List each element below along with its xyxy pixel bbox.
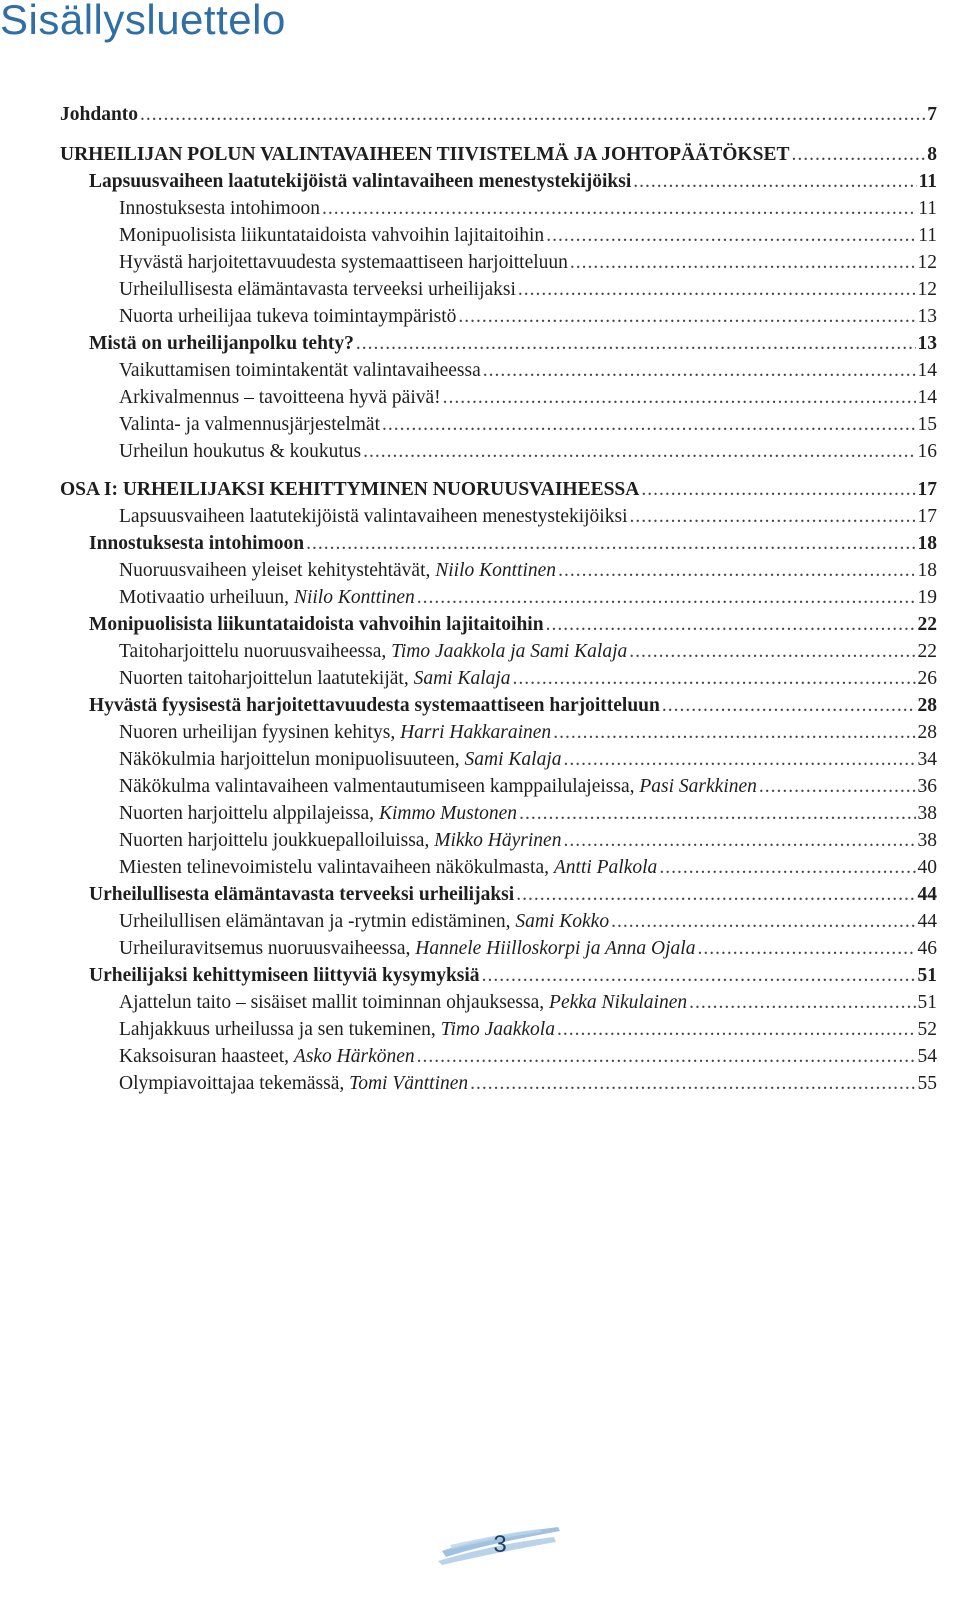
toc-entry	[60, 830, 937, 857]
toc-entry-title	[89, 884, 514, 906]
toc-entry-text: Nuoren urheilijan fyysinen kehitys,	[119, 722, 401, 743]
toc-entry	[60, 533, 937, 560]
toc-entry-page: 38	[917, 803, 937, 824]
toc-entry-text: Urheiluravitsemus nuoruusvaiheessa,	[119, 938, 416, 959]
toc-entry-author: Pekka Nikulainen	[549, 992, 688, 1013]
toc-entry-text: Arkivalmennus – tavoitteena hyvä päivä!	[119, 387, 441, 408]
toc-entry-text: Monipuolisista liikuntataidoista vahvoihin lajitaitoihin	[119, 225, 545, 246]
toc-entry	[60, 695, 937, 722]
toc-entry-title	[119, 387, 441, 409]
toc-entry-title	[89, 614, 544, 636]
toc-entry-text: Ajattelun taito – sisäiset mallit toiminnan ohjauksessa,	[119, 992, 550, 1013]
toc-entry-text: Nuorta urheilijaa tukeva toimintaympäristö	[119, 306, 457, 327]
dot-leader	[458, 306, 915, 328]
dot-leader	[513, 668, 916, 690]
toc-entry-author: Timo Jaakkola ja Sami Kalaja	[391, 641, 628, 662]
toc-entry-text: URHEILIJAN POLUN VALINTAVAIHEEN TIIVISTELMÄ JA JOHTOPÄÄTÖKSET	[60, 144, 790, 165]
toc-entry-title	[119, 252, 568, 274]
toc-entry-page: 55	[917, 1073, 937, 1094]
toc-entry-title	[119, 938, 695, 960]
toc-entry-text: Urheilullisesta elämäntavasta terveeksi urheilijaksi	[89, 884, 515, 905]
toc-entry	[60, 441, 937, 468]
toc-entry-page: 13	[917, 306, 937, 327]
toc-entry-page: 8	[927, 144, 937, 165]
toc-entry-page: 40	[917, 857, 937, 878]
toc-entry-title	[89, 695, 660, 717]
dot-leader	[791, 144, 925, 166]
toc-entry-page: 11	[918, 225, 937, 246]
toc-entry-page: 12	[917, 252, 937, 273]
page-number: 3	[493, 1531, 507, 1558]
toc-entry-title	[119, 992, 687, 1014]
dot-leader	[570, 252, 916, 274]
toc-entry-text: Monipuolisista liikuntataidoista vahvoihin lajitaitoihin	[89, 614, 544, 635]
toc-entry-text: Urheilijaksi kehittymiseen liittyviä kysymyksiä	[89, 965, 480, 986]
toc-entry-text: Motivaatio urheiluun,	[119, 587, 294, 608]
toc-entry	[60, 198, 937, 225]
toc-entry-author: Tomi Vänttinen	[349, 1073, 469, 1094]
toc-entry-title	[119, 749, 562, 771]
toc-entry-title	[119, 198, 320, 220]
toc-entry-page: 38	[917, 830, 937, 851]
toc-entry	[60, 938, 937, 965]
dot-leader	[356, 333, 916, 355]
toc-entry	[60, 414, 937, 441]
toc-entry-text: Näkökulma valintavaiheen valmentautumiseen kamppailulajeissa,	[119, 776, 640, 797]
dot-leader	[558, 560, 915, 582]
toc-entry	[60, 171, 937, 198]
toc-entry-text: Näkökulmia harjoittelun monipuolisuuteen,	[119, 749, 465, 770]
toc-entry-text: Mistä on urheilijanpolku tehty?	[89, 333, 354, 354]
toc-entry-page: 14	[917, 360, 937, 381]
toc-entry	[60, 749, 937, 776]
dot-leader	[382, 414, 916, 436]
dot-leader	[519, 803, 915, 825]
toc-entry-page: 12	[917, 279, 937, 300]
toc-entry	[60, 587, 937, 614]
dot-leader	[306, 533, 915, 555]
dot-leader	[518, 279, 916, 301]
toc-entry	[60, 560, 937, 587]
toc-entry-page: 16	[917, 441, 937, 462]
toc-entry	[60, 776, 937, 803]
toc-entry-page: 15	[917, 414, 937, 435]
dot-leader	[546, 614, 916, 636]
toc-entry-text: Innostuksesta intohimoon	[119, 198, 320, 219]
toc-entry-title	[119, 587, 415, 609]
toc-entry-page: 18	[917, 560, 937, 581]
toc-entry-author: Kimmo Mustonen	[378, 803, 518, 824]
dot-leader	[662, 695, 916, 717]
dot-leader	[516, 884, 915, 906]
toc-entry-text: Lahjakkuus urheilussa ja sen tukeminen,	[119, 1019, 441, 1040]
toc-entry-title	[119, 830, 561, 852]
dot-leader	[553, 722, 915, 744]
toc-entry-title	[60, 104, 138, 126]
toc-entry-page: 52	[917, 1019, 937, 1040]
toc-entry-author: Harri Hakkarainen	[400, 722, 552, 743]
toc-entry-text: OSA I: URHEILIJAKSI KEHITTYMINEN NUORUUSVAIHEESSA	[60, 479, 640, 500]
toc-entry-title	[60, 479, 639, 501]
toc-entry-author: Niilo Konttinen	[293, 587, 415, 608]
toc-entry	[60, 884, 937, 911]
toc-entry-author: Antti Palkola	[553, 857, 658, 878]
toc-entry	[60, 144, 937, 171]
toc-entry	[60, 641, 937, 668]
toc-entry-author: Pasi Sarkkinen	[639, 776, 757, 797]
dot-leader	[759, 776, 916, 798]
dot-leader	[470, 1073, 915, 1095]
toc-entry	[60, 252, 937, 279]
toc-entry-page: 19	[917, 587, 937, 608]
toc-entry-author: Asko Härkönen	[293, 1046, 415, 1067]
toc-entry-page: 51	[917, 992, 937, 1013]
toc-entry-page: 34	[917, 749, 937, 770]
toc-entry-title	[119, 441, 361, 463]
toc-entry-page: 7	[927, 104, 937, 125]
dot-leader	[483, 360, 916, 382]
toc-entry	[60, 722, 937, 749]
dot-leader	[697, 938, 915, 960]
toc-entry-title	[119, 414, 380, 436]
toc-entry-title	[119, 506, 628, 528]
toc-entry	[60, 333, 937, 360]
toc-entry-page: 22	[917, 641, 937, 662]
toc-entry-author: Niilo Konttinen	[435, 560, 557, 581]
toc-entry-title	[89, 171, 631, 193]
toc-entry-author: Sami Kalaja	[464, 749, 562, 770]
toc-entry-title	[119, 225, 544, 247]
toc-entry	[60, 360, 937, 387]
toc-entry-page: 26	[917, 668, 937, 689]
toc-entry-title	[60, 144, 789, 166]
toc-entry-text: Nuorten taitoharjoittelun laatutekijät,	[119, 668, 414, 689]
toc-entry-page: 17	[917, 479, 937, 500]
toc-entry	[60, 479, 937, 506]
dot-leader	[546, 225, 916, 247]
toc-entry	[60, 387, 937, 414]
toc-entry-title	[119, 1019, 555, 1041]
dot-leader	[417, 587, 916, 609]
toc-entry	[60, 803, 937, 830]
toc-entry-page: 28	[917, 695, 937, 716]
toc-entry-author: Timo Jaakkola	[440, 1019, 555, 1040]
toc-entry-page: 22	[917, 614, 937, 635]
toc-entry	[60, 225, 937, 252]
toc-entry-text: Hyvästä harjoitettavuudesta systemaattiseen harjoitteluun	[119, 252, 568, 273]
toc-entry-page: 44	[917, 911, 937, 932]
toc-entry-text: Nuorten harjoittelu alppilajeissa,	[119, 803, 379, 824]
dot-leader	[611, 911, 915, 933]
toc-entry-title	[119, 560, 556, 582]
toc-entry-title	[119, 1073, 468, 1095]
toc-entry-text: Lapsuusvaiheen laatutekijöistä valintavaiheen menestystekijöiksi	[119, 506, 628, 527]
toc-entry-title	[119, 1046, 415, 1068]
dot-leader	[417, 1046, 916, 1068]
toc-entry-text: Innostuksesta intohimoon	[89, 533, 305, 554]
toc-entry-title	[119, 668, 511, 690]
toc-entry-page: 44	[917, 884, 937, 905]
toc-entry-author: Sami Kalaja	[413, 668, 511, 689]
toc-entry-title	[119, 279, 516, 301]
toc-entry-text: Vaikuttamisen toimintakentät valintavaiheessa	[119, 360, 481, 381]
dot-leader	[443, 387, 916, 409]
toc-entry-title	[89, 533, 304, 555]
toc-entry-text: Taitoharjoittelu nuoruusvaiheessa,	[119, 641, 392, 662]
toc-entry-page: 14	[917, 387, 937, 408]
toc-entry-text: Urheilullisen elämäntavan ja -rytmin edistäminen,	[119, 911, 516, 932]
toc-entry-title	[119, 911, 609, 933]
dot-leader	[363, 441, 915, 463]
toc-entry	[60, 104, 937, 131]
toc-entry-title	[119, 641, 627, 663]
dot-leader	[140, 104, 925, 126]
toc-entry-page: 36	[917, 776, 937, 797]
toc-entry-text: Valinta- ja valmennusjärjestelmät	[119, 414, 380, 435]
toc-entry-page: 11	[918, 198, 937, 219]
toc-entry-title	[119, 803, 517, 825]
toc-entry-text: Miesten telinevoimistelu valintavaiheen näkökulmasta,	[119, 857, 554, 878]
toc-entry	[60, 668, 937, 695]
toc-entry	[60, 306, 937, 333]
toc-entry-page: 46	[917, 938, 937, 959]
toc-entry-title	[89, 965, 480, 987]
toc-entry-text: Johdanto	[60, 104, 139, 125]
dot-leader	[322, 198, 916, 220]
dot-leader	[482, 965, 916, 987]
dot-leader	[641, 479, 915, 501]
toc-entry	[60, 965, 937, 992]
toc-entry	[60, 1019, 937, 1046]
toc-entry-author: Hannele Hiilloskorpi ja Anna Ojala	[415, 938, 696, 959]
toc-entry	[60, 279, 937, 306]
toc-entry	[60, 506, 937, 533]
toc-entry	[60, 992, 937, 1019]
toc-entry-page: 11	[918, 171, 937, 192]
dot-leader	[563, 830, 915, 852]
dot-leader	[689, 992, 915, 1014]
toc-entry-title	[119, 776, 757, 798]
dot-leader	[557, 1019, 916, 1041]
toc-entry-page: 51	[917, 965, 937, 986]
dot-leader	[630, 506, 916, 528]
toc-entry-page: 13	[917, 333, 937, 354]
toc-entry-text: Nuorten harjoittelu joukkuepalloiluissa,	[119, 830, 435, 851]
toc-entry-title	[89, 333, 354, 355]
toc-entry-page: 18	[917, 533, 937, 554]
toc-entry	[60, 1073, 937, 1100]
toc-entry-page: 54	[917, 1046, 937, 1067]
toc-entry-title	[119, 306, 456, 328]
toc-entry-text: Hyvästä fyysisestä harjoitettavuudesta systemaattiseen harjoitteluun	[89, 695, 660, 716]
dot-leader	[564, 749, 916, 771]
toc-entry-title	[119, 360, 481, 382]
toc-entry-page: 28	[917, 722, 937, 743]
dot-leader	[629, 641, 915, 663]
toc-entry-author: Sami Kokko	[515, 911, 610, 932]
toc-entry-text: Urheilullisesta elämäntavasta terveeksi urheilijaksi	[119, 279, 516, 300]
toc-entry	[60, 857, 937, 884]
toc-entry-title	[119, 722, 551, 744]
toc-entry-page: 17	[917, 506, 937, 527]
toc-entry-text: Kaksoisuran haasteet,	[119, 1046, 294, 1067]
dot-leader	[633, 171, 916, 193]
toc-entry-title	[119, 857, 657, 879]
toc-entry	[60, 1046, 937, 1073]
toc-entry-text: Olympiavoittajaa tekemässä,	[119, 1073, 350, 1094]
toc-entry	[60, 911, 937, 938]
toc-entry-text: Lapsuusvaiheen laatutekijöistä valintavaiheen menestystekijöiksi	[89, 171, 632, 192]
toc-entry-text: Nuoruusvaiheen yleiset kehitystehtävät,	[119, 560, 436, 581]
page-title: Sisällysluettelo	[0, 0, 286, 43]
dot-leader	[659, 857, 915, 879]
toc-entry-author: Mikko Häyrinen	[434, 830, 562, 851]
toc-entry	[60, 614, 937, 641]
toc-entry-text: Urheilun houkutus & koukutus	[119, 441, 362, 462]
